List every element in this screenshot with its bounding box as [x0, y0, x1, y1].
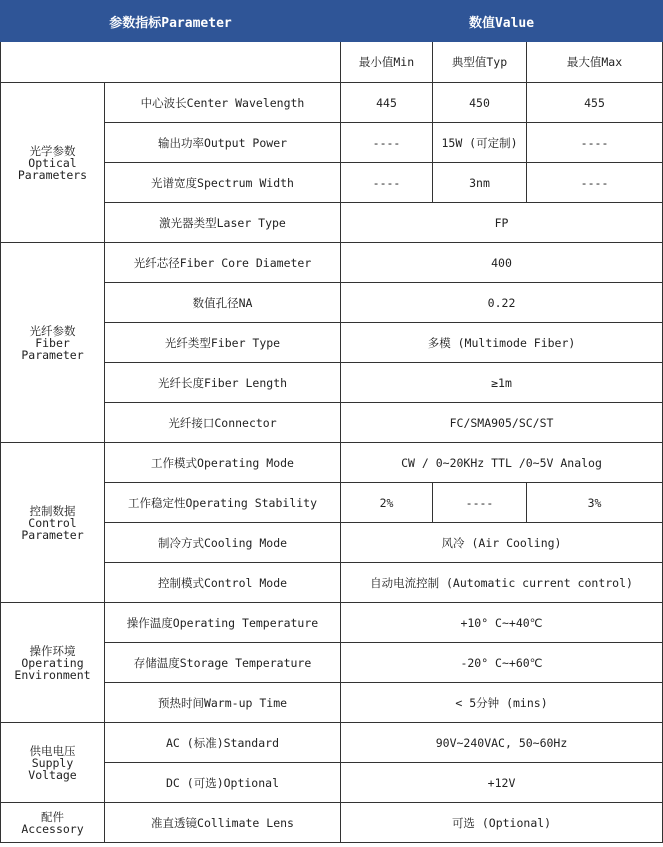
table-row — [1, 723, 663, 763]
cell-value: < 5分钟 (mins) — [341, 683, 663, 723]
row-label: 光纤芯径Fiber Core Diameter — [105, 243, 341, 283]
cell-value: FC/SMA905/SC/ST — [341, 403, 663, 443]
cell-value: 400 — [341, 243, 663, 283]
row-label: 存储温度Storage Temperature — [105, 643, 341, 683]
row-label: 输出功率Output Power — [105, 123, 341, 163]
row-label: 中心波长Center Wavelength — [105, 83, 341, 123]
cell-max: 3% — [527, 483, 663, 523]
cell-value: ≥1m — [341, 363, 663, 403]
row-label: 工作稳定性Operating Stability — [105, 483, 341, 523]
subheader-blank — [1, 42, 341, 83]
cell-value: CW / 0~20KHz TTL /0~5V Analog — [341, 443, 663, 483]
cell-value: 0.22 — [341, 283, 663, 323]
category-accessory: 配件 Accessory — [1, 803, 105, 843]
row-label: 控制模式Control Mode — [105, 563, 341, 603]
min-header: 最小值Min — [341, 42, 433, 83]
value-header: 数值Value — [341, 1, 663, 42]
cell-value: +12V — [341, 763, 663, 803]
cell-typ: ---- — [433, 483, 527, 523]
table-row — [1, 243, 663, 283]
row-label: 光谱宽度Spectrum Width — [105, 163, 341, 203]
cell-value: 自动电流控制 (Automatic current control) — [341, 563, 663, 603]
subheader-row — [1, 42, 663, 83]
row-label: 工作模式Operating Mode — [105, 443, 341, 483]
typ-header: 典型值Typ — [433, 42, 527, 83]
header-row — [1, 1, 663, 42]
cell-max: ---- — [527, 163, 663, 203]
cell-min: ---- — [341, 123, 433, 163]
category-supply: 供电电压 Supply Voltage — [1, 723, 105, 803]
row-label: AC (标准)Standard — [105, 723, 341, 763]
cell-max: ---- — [527, 123, 663, 163]
cell-value: 风冷 (Air Cooling) — [341, 523, 663, 563]
category-environment: 操作环境 Operating Environment — [1, 603, 105, 723]
row-label: 准直透镜Collimate Lens — [105, 803, 341, 843]
category-fiber: 光纤参数 Fiber Parameter — [1, 243, 105, 443]
row-label: 激光器类型Laser Type — [105, 203, 341, 243]
cell-value: 可选 (Optional) — [341, 803, 663, 843]
cell-typ: 15W (可定制) — [433, 123, 527, 163]
row-label: 预热时间Warm-up Time — [105, 683, 341, 723]
param-header: 参数指标Parameter — [1, 1, 341, 42]
cell-typ: 3nm — [433, 163, 527, 203]
table-row — [1, 83, 663, 123]
cell-value: FP — [341, 203, 663, 243]
cell-min: 445 — [341, 83, 433, 123]
table-row — [1, 603, 663, 643]
cell-value: -20° C~+60℃ — [341, 643, 663, 683]
row-label: DC (可选)Optional — [105, 763, 341, 803]
row-label: 光纤长度Fiber Length — [105, 363, 341, 403]
cell-min: 2% — [341, 483, 433, 523]
cell-value: +10° C~+40℃ — [341, 603, 663, 643]
cell-max: 455 — [527, 83, 663, 123]
category-optical: 光学参数 Optical Parameters — [1, 83, 105, 243]
row-label: 操作温度Operating Temperature — [105, 603, 341, 643]
category-control: 控制数据 Control Parameter — [1, 443, 105, 603]
cell-min: ---- — [341, 163, 433, 203]
max-header: 最大值Max — [527, 42, 663, 83]
row-label: 光纤类型Fiber Type — [105, 323, 341, 363]
cell-typ: 450 — [433, 83, 527, 123]
row-label: 制冷方式Cooling Mode — [105, 523, 341, 563]
cell-value: 90V~240VAC, 50~60Hz — [341, 723, 663, 763]
table-row — [1, 803, 663, 843]
row-label: 光纤接口Connector — [105, 403, 341, 443]
table-row — [1, 443, 663, 483]
cell-value: 多模 (Multimode Fiber) — [341, 323, 663, 363]
row-label: 数值孔径NA — [105, 283, 341, 323]
